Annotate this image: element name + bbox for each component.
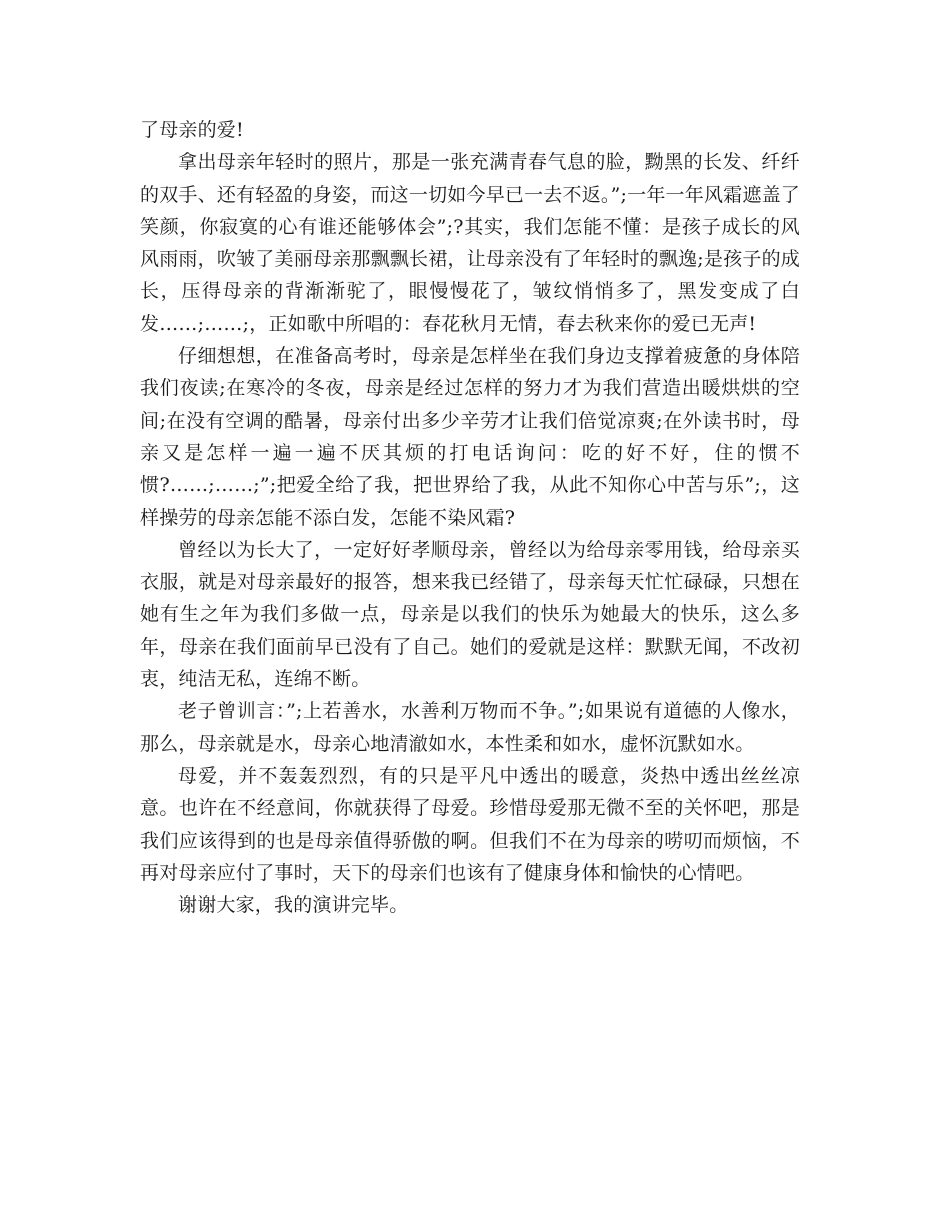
paragraph-laozi: 老子曾训言：”;上若善水，水善利万物而不争。”;如果说有道德的人像水，那么，母亲就是水，母亲心地清澈如水，本性柔和如水，虚怀沉默如水。 bbox=[140, 700, 800, 755]
paragraph-filial: 曾经以为长大了，一定好好孝顺母亲，曾经以为给母亲零用钱，给母亲买衣服，就是对母亲最好的报答，想来我已经错了，母亲每天忙忙碌碌，只想在她有生之年为我们多做一点，母亲是以我们的快乐为她最大的快乐，这么多年，母亲在我们面前早已没有了自己。她们的爱就是这样：默默无闻，不改初衷，纯洁无私，连绵不断。 bbox=[140, 538, 800, 691]
paragraph-photo: 拿出母亲年轻时的照片，那是一张充满青春气息的脸，黝黑的长发、纤纤的双手、还有轻盈的身姿，而这一切如今早已一去不返。”;一年一年风霜遮盖了笑颜，你寂寞的心有谁还能够体会”;?其实，我们怎能不懂：是孩子成长的风风雨雨，吹皱了美丽母亲那飘飘长裙，让母亲没有了年轻时的飘逸;是孩子的成长，压得母亲的背渐渐驼了，眼慢慢花了，皱纹悄悄多了，黑发变成了白发……;……;，正如歌中所唱的：春花秋月无情，春去秋来你的爱已无声! bbox=[140, 151, 800, 335]
paragraph-continuation: 了母亲的爱! bbox=[140, 119, 244, 141]
document-body bbox=[140, 114, 800, 921]
paragraph-motherlove: 母爱，并不轰轰烈烈，有的只是平凡中透出的暖意，炎热中透出丝丝凉意。也许在不经意间，你就获得了母爱。珍惜母爱那无微不至的关怀吧，那是我们应该得到的也是母亲值得骄傲的啊。但我们不在为母亲的唠叨而烦恼，不再对母亲应付了事时，天下的母亲们也该有了健康身体和愉快的心情吧。 bbox=[140, 764, 800, 884]
paragraph-closing: 谢谢大家，我的演讲完毕。 bbox=[178, 894, 409, 917]
paragraph-exam: 仔细想想，在准备高考时，母亲是怎样坐在我们身边支撑着疲惫的身体陪我们夜读;在寒冷的冬夜，母亲是经过怎样的努力才为我们营造出暖烘烘的空间;在没有空调的酷暑，母亲付出多少辛劳才让我们倍觉凉爽;在外读书时，母亲又是怎样一遍一遍不厌其烦的打电话询问：吃的好不好，住的惯不惯?……;……;”;把爱全给了我，把世界给了我，从此不知你心中苦与乐”;，这样操劳的母亲怎能不添白发，怎能不染风霜? bbox=[140, 345, 800, 529]
